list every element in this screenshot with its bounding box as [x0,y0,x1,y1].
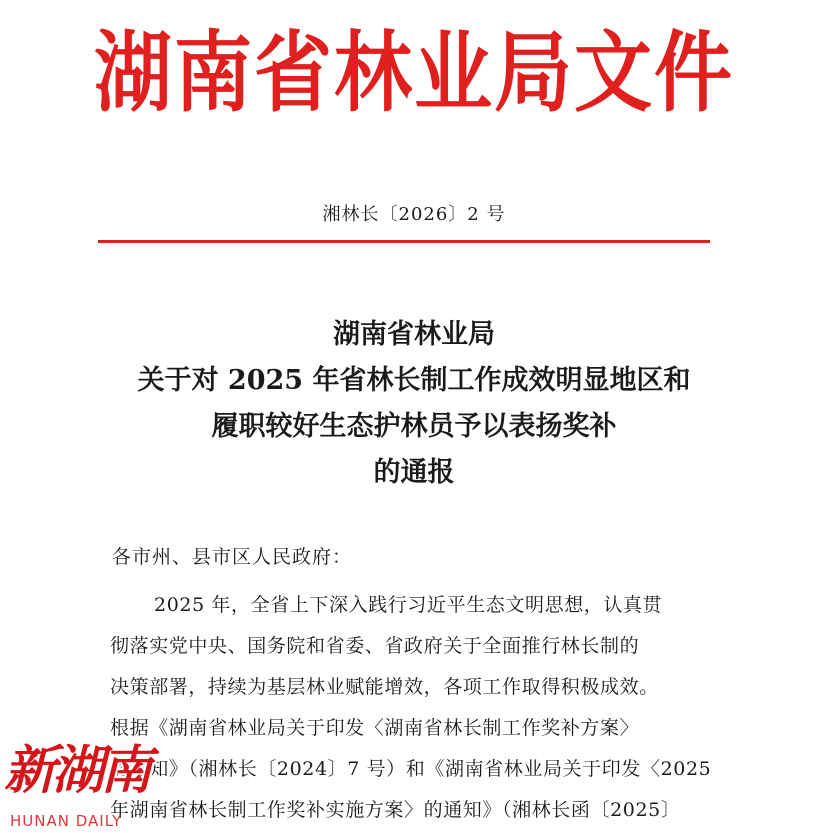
salutation: 各市州、县市区人民政府： [112,546,353,568]
document-number: 湘林长〔2026〕2 号 [322,204,506,225]
body-line: 的通知》（湘林长〔2024〕7 号）和《湖南省林业局关于印发〈2025 [110,758,712,780]
title-line: 的通报 [373,457,455,488]
watermark-english-text: HUNAN DAILY [10,812,123,830]
title-line: 湖南省林业局 [333,319,495,350]
notice-title [0,312,828,496]
title-line: 关于对 2025 年省林长制工作成效明显地区和 [137,365,691,396]
document-masthead: 湖南省林业局文件 [93,23,734,125]
red-divider [98,240,710,243]
body-paragraph [110,585,724,831]
body-line: 彻落实党中央、国务院和省委、省政府关于全面推行林长制的 [110,635,640,657]
body-line: 根据《湖南省林业局关于印发〈湖南省林长制工作奖补方案〉 [110,717,640,739]
body-line: 年湖南省林长制工作奖补实施方案〉的通知》（湘林长函〔2025〕 [110,799,681,821]
body-line: 决策部署，持续为基层林业赋能增效，各项工作取得积极成效。 [110,676,659,698]
title-line: 履职较好生态护林员予以表扬奖补 [211,411,617,442]
watermark-logo-text: 新湖南 [4,741,149,801]
hunan-daily-watermark [4,728,154,833]
body-line: 2025 年，全省上下深入践行习近平生态文明思想，认真贯 [154,594,663,616]
